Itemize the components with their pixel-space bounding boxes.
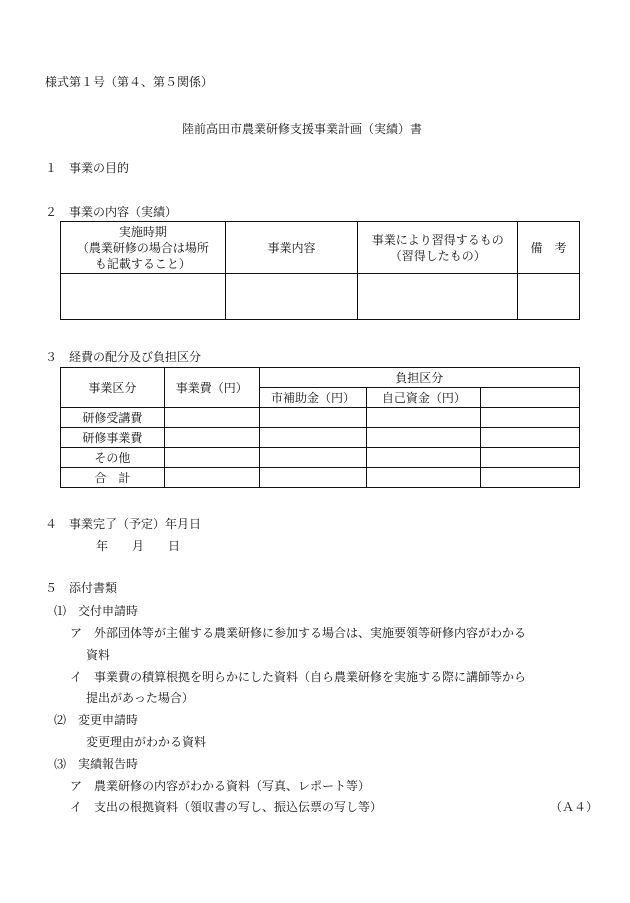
sub1-item-a-line2: 資料 bbox=[86, 648, 111, 662]
form-number: 様式第１号（第４、第５関係） bbox=[45, 75, 214, 89]
row-label: その他 bbox=[61, 448, 165, 468]
header-own-funds: 自己資金（円） bbox=[367, 388, 481, 408]
sub1-heading: ⑴ 交付申請時 bbox=[54, 604, 139, 618]
sub2-heading: ⑵ 変更申請時 bbox=[54, 713, 139, 727]
header-content: 事業内容 bbox=[225, 222, 358, 274]
expense-table bbox=[60, 367, 580, 488]
section-1-heading: １ 事業の目的 bbox=[45, 161, 130, 175]
sub3-item-i: イ 支出の根拠資料（領収書の写し、振込伝票の写し等） bbox=[70, 800, 383, 814]
sub1-item-a-line1: ア 外部団体等が主催する農業研修に参加する場合は、実施要領等研修内容がわかる bbox=[70, 626, 527, 640]
row-label: 合 計 bbox=[61, 468, 165, 488]
sub1-item-i-line2: 提出があった場合） bbox=[86, 691, 194, 705]
cell-content bbox=[225, 274, 358, 320]
cell-period bbox=[61, 274, 226, 320]
header-city-subsidy: 市補助金（円） bbox=[259, 388, 367, 408]
header-remarks: 備 考 bbox=[518, 222, 580, 274]
cell-remarks bbox=[518, 274, 580, 320]
row-label: 研修事業費 bbox=[61, 428, 165, 448]
paper-size-label: （Ａ４） bbox=[550, 800, 599, 814]
sub2-text: 変更理由がわかる資料 bbox=[86, 735, 207, 749]
document-title: 陸前高田市農業研修支援事業計画（実績）書 bbox=[182, 122, 423, 136]
completion-date: 年 月 日 bbox=[96, 539, 181, 553]
header-skills: 事業により習得するもの （習得したもの） bbox=[358, 222, 518, 274]
section-2-heading: ２ 事業の内容（実績） bbox=[45, 205, 178, 219]
project-content-table bbox=[60, 221, 580, 320]
header-cost: 事業費（円） bbox=[164, 368, 259, 408]
header-blank bbox=[481, 388, 580, 408]
header-category: 事業区分 bbox=[61, 368, 165, 408]
section-5-heading: ５ 添付書類 bbox=[45, 581, 118, 595]
cell-skills bbox=[358, 274, 518, 320]
section-4-heading: ４ 事業完了（予定）年月日 bbox=[45, 517, 202, 531]
sub3-heading: ⑶ 実績報告時 bbox=[54, 757, 139, 771]
section-3-heading: ３ 経費の配分及び負担区分 bbox=[45, 350, 202, 364]
header-burden: 負担区分 bbox=[259, 368, 579, 388]
sub3-item-a: ア 農業研修の内容がわかる資料（写真、レポート等） bbox=[70, 779, 371, 793]
sub1-item-i-line1: イ 事業費の積算根拠を明らかにした資料（自ら農業研修を実施する際に講師等から bbox=[70, 670, 527, 684]
header-period: 実施時期 （農業研修の場合は場所 も記載すること） bbox=[61, 222, 226, 274]
row-label: 研修受講費 bbox=[61, 408, 165, 428]
